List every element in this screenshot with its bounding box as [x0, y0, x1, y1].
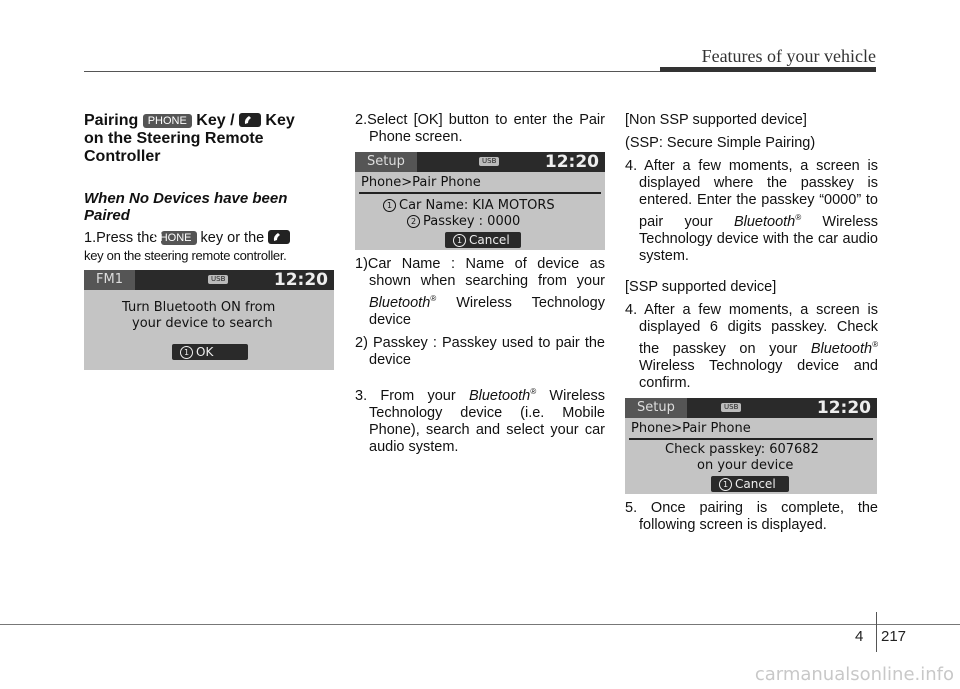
usb-icon: USB: [721, 403, 741, 412]
ok-button[interactable]: 1 OK: [172, 344, 248, 360]
ssp-heading: [SSP supported device]: [625, 279, 777, 295]
subheading: When No Devices have been Paired: [84, 190, 288, 224]
note-2: 2) Passkey : Passkey used to pair the device: [355, 335, 605, 368]
screen-pair-phone: [355, 152, 605, 250]
usb-icon: USB: [479, 157, 499, 166]
chapter-number: 4: [855, 628, 864, 645]
car-name-line: 1 Car Name: KIA MOTORS: [383, 198, 555, 214]
screen-tab: Setup: [355, 152, 417, 172]
column-3: [625, 112, 878, 534]
column-1: [84, 112, 334, 376]
screen-check-passkey: [625, 398, 877, 494]
column-2: [355, 112, 605, 456]
screen-breadcrumb: Phone>Pair Phone: [361, 175, 481, 190]
footer-rule: [0, 624, 960, 625]
footer-divider: [876, 612, 877, 652]
ssp-definition: (SSP: Secure Simple Pairing): [625, 135, 816, 151]
phone-badge: PHONE: [161, 231, 196, 245]
screen-clock: 12:20: [816, 398, 871, 418]
phone-handset-icon: [268, 230, 290, 244]
step-3: 3. From your Bluetooth® Wireless Technology device (i.e. Mobile Phone), search and select your car audio system.: [355, 387, 606, 455]
screen-message-line-2: your device to search: [132, 316, 273, 331]
phone-handset-icon: [239, 113, 261, 127]
step-4-non-ssp: 4. After a few moments, a screen is displayed where the passkey is entered. Enter the passkey “0000” to pair your Bluetooth® Wireless Technology device with the car audio system.: [625, 158, 879, 264]
screen-clock: 12:20: [273, 270, 328, 290]
screen-message-line-1: Turn Bluetooth ON from: [122, 300, 276, 315]
watermark: carmanualsonline.info: [754, 664, 954, 685]
step-4-ssp: 4. After a few moments, a screen is displayed 6 digits passkey. Check the passkey on your Bluetooth® Wireless Technology device and confirm.: [625, 302, 878, 391]
page-number: 217: [881, 628, 907, 645]
header-tab-bar: [660, 67, 876, 72]
step-1: 1.Press the PHONE key or the: [84, 230, 334, 247]
step-2: 2.Select [OK] button to enter the Pair Phone screen.: [355, 112, 605, 145]
note-1: 1)Car Name : Name of device as shown when searching from your Bluetooth® Wireless Technology device: [355, 256, 605, 328]
usb-icon: USB: [208, 275, 228, 284]
screen-bluetooth-search: [84, 270, 334, 370]
screen-clock: 12:20: [544, 152, 599, 172]
screen-tab: Setup: [625, 398, 687, 418]
passkey-device-line: on your device: [697, 458, 794, 473]
passkey-line: 2 Passkey : 0000: [407, 214, 520, 230]
screen-breadcrumb: Phone>Pair Phone: [631, 421, 751, 436]
step-1-cont: key on the steering remote controller.: [84, 248, 287, 263]
section-heading: Pairing PHONE Key / Key on the Steering Remote Controller: [84, 112, 295, 165]
cancel-button[interactable]: 1 Cancel: [445, 232, 521, 248]
running-header: Features of your vehicle: [701, 46, 876, 66]
screen-tab: FM1: [84, 270, 135, 290]
passkey-check-line: Check passkey: 607682: [665, 442, 819, 457]
cancel-button[interactable]: 1 Cancel: [711, 476, 789, 492]
non-ssp-heading: [Non SSP supported device]: [625, 112, 807, 128]
step-5: 5. Once pairing is complete, the following screen is displayed.: [625, 500, 878, 533]
phone-badge: PHONE: [143, 114, 192, 128]
